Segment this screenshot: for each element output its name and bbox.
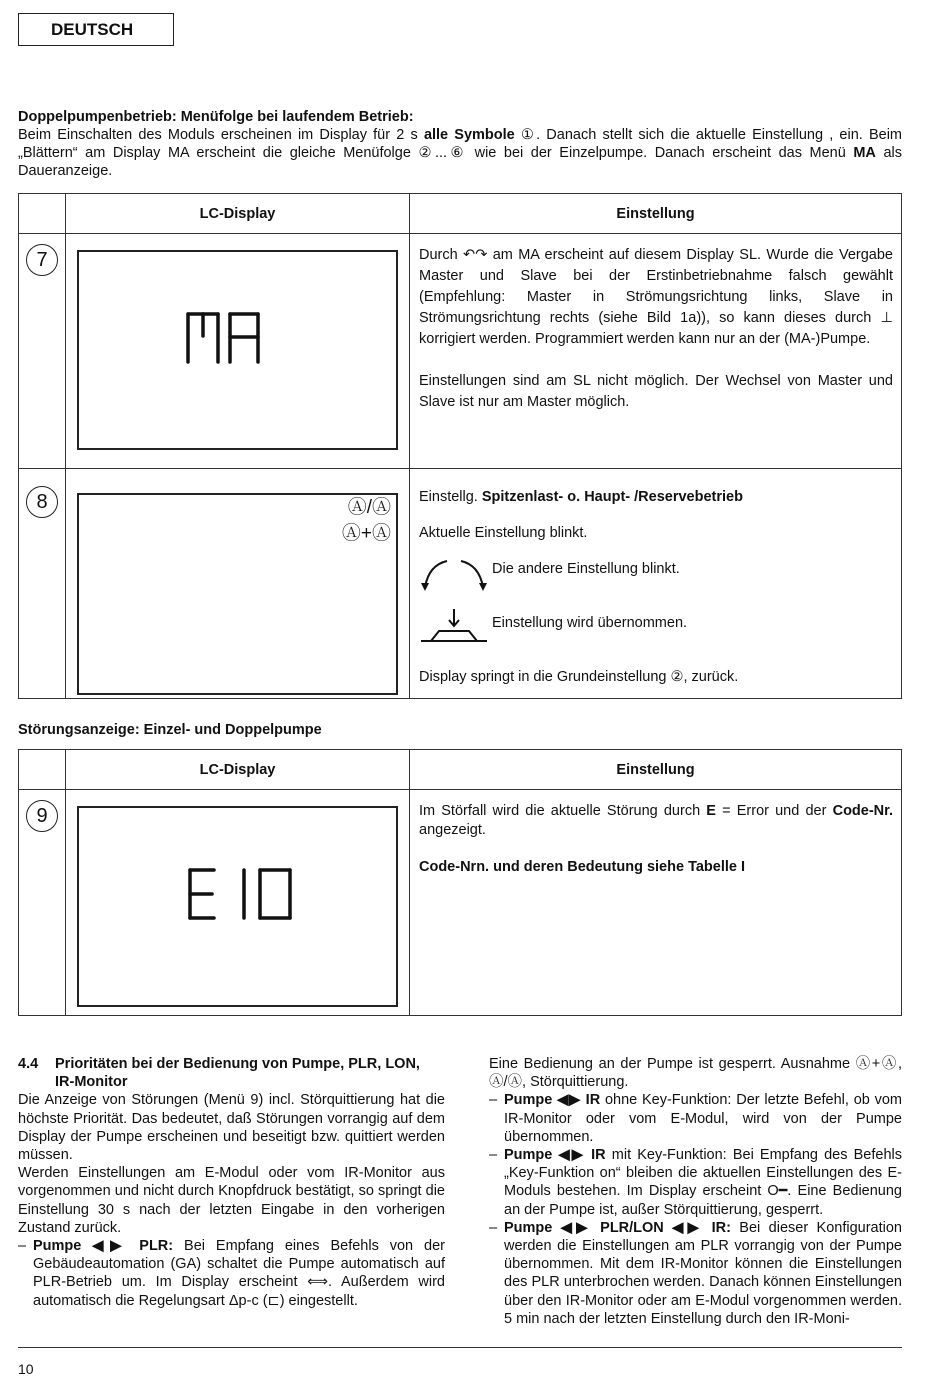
row-8-text-1: [419, 487, 893, 507]
row-9-text-2: Code-Nrn. und deren Bedeutung siehe Tabelle I: [419, 859, 746, 875]
row-9-num: [19, 790, 66, 1016]
bullet-plr: [18, 1237, 445, 1310]
segment-display-ma: [184, 310, 264, 366]
row-8-text-1a: Einstellg.: [419, 489, 482, 505]
step-number-8: 8: [26, 486, 58, 518]
rotate-row: [419, 559, 893, 595]
row-9-description: [410, 790, 902, 1016]
row-9-text-1d: Code-Nr.: [832, 803, 894, 819]
header-num-cell: [19, 750, 66, 790]
section-number: 4.4: [18, 1056, 39, 1072]
intro-paragraph: [18, 126, 902, 180]
row-9-text-1e: angezeigt.: [419, 822, 486, 838]
bullet-ir-key-body: mit Key-Funktion: Bei Empfang des Befehls „Key-Funktion on“ bleiben die aktuellen Einstellungen des E-Moduls bestehen. Im Display erscheint O━. Eine Bedienung an der Pumpe ist, außer Störquittierung, gesperrt.: [504, 1147, 902, 1218]
bullet-ir-nokey: [489, 1091, 902, 1146]
lcd-screen: [77, 493, 398, 695]
row-8-text-1b: Spitzenlast- o. Haupt- /Reservebetrieb: [481, 489, 743, 505]
intro-heading: Doppelpumpenbetrieb: Menüfolge bei laufendem Betrieb:: [18, 109, 414, 125]
intro-text: als Daueranzeige.: [18, 145, 902, 179]
bullet-plr-lon-ir-body: Bei dieser Konfiguration werden die Einstellungen am PLR vorrangig von der Pumpe übernommen. Mit dem IR-Monitor können die Einstellungen des PLR unterbrochen werden. Danach können Einstellungen über den IR-Monitor oder am E-Modul vorgenommen werden. 5 min nach der letzten Einstellung durch den IR-Moni-: [504, 1219, 902, 1327]
intro-text: ①. Danach stellt sich die aktuelle Einstellung , ein. Beim „Blättern“ am Display MA erscheint die gleiche Menüfolge ②...⑥ wie bei der Einzelpumpe. Danach erscheint das Menü: [18, 127, 903, 161]
row-8-text-5: Display springt in die Grundeinstellung ②, zurück.: [419, 669, 739, 685]
bullet-plr-body: Bei Empfang eines Befehls von der Gebäudeautomation (GA) schaltet die Pumpe automatisch auf PLR-Betrieb um. Im Display erscheint ⟺. Außerdem wird automatisch die Regelungsart Δp-c (⊏) eingestellt.: [33, 1238, 445, 1309]
intro-bold: MA: [853, 145, 876, 161]
section-4-4-right: [489, 1055, 902, 1328]
bullet-plr-lon-ir-text: [504, 1219, 902, 1328]
bullet-plr-text: [33, 1237, 445, 1310]
row-7-text-2: Einstellungen sind am SL nicht möglich. Der Wechsel von Master und Slave ist nur am Master möglich.: [419, 373, 893, 410]
bullet-plr-lon-ir: [489, 1219, 902, 1328]
bullet-dash: –: [489, 1219, 498, 1236]
press-row: [419, 613, 893, 649]
segment-display-e10: [186, 866, 298, 922]
row-7-description: [410, 234, 902, 469]
section-title-line1: Prioritäten bei der Bedienung von Pumpe, PLR, LON,: [55, 1056, 420, 1072]
header-setting: Einstellung: [410, 194, 902, 234]
bullet-ir-key: [489, 1146, 902, 1219]
bullet-ir-key-text: [504, 1146, 902, 1219]
row-9-text-1: [419, 802, 893, 840]
header-num-cell: [19, 194, 66, 234]
intro-section: [18, 108, 902, 180]
header-lcd: LC-Display: [66, 194, 410, 234]
bullet-ir-nokey-text: [504, 1091, 902, 1146]
rotate-knob-icon: [419, 557, 489, 595]
section-title-line2: IR-Monitor: [55, 1074, 128, 1091]
intro-bold: alle Symbole: [423, 127, 515, 143]
bullet-ir-key-label: Pumpe ◀▶ IR: [504, 1147, 606, 1164]
row-8-text-2: Aktuelle Einstellung blinkt.: [419, 525, 588, 541]
section-4-4-left: [18, 1055, 445, 1310]
pump-symbol-parallel: Ⓐ+Ⓐ: [341, 523, 391, 544]
row-9-text-1b: E: [706, 803, 716, 819]
row-8-lcd: [66, 469, 410, 699]
pump-symbol-alt: Ⓐ/Ⓐ: [347, 497, 391, 518]
bullet-dash: –: [18, 1238, 27, 1255]
section-title: [55, 1055, 420, 1091]
row-9-lcd: [66, 790, 410, 1016]
press-knob-icon: [419, 607, 489, 645]
step-number-9: 9: [26, 800, 58, 832]
row-7-text-1: Durch ↶↷ am MA erscheint auf diesem Display SL. Wurde die Vergabe Master und Slave bei der Erstinbetriebnahme falsch gewählt (Empfehlung: Master in Strömungsrichtung links, Slave in Strömungsrichtung rechts (siehe Bild 1a)), so kann dieses durch ⊥ korrigiert werden. Programmiert werden kann nur an der (MA-)Pumpe.: [419, 247, 893, 347]
row-7-num: [19, 234, 66, 469]
menu-table: [18, 193, 902, 699]
footer-rule: [18, 1347, 902, 1348]
intro-text: Beim Einschalten des Moduls erscheinen im Display für 2 s: [18, 127, 424, 143]
section-4-4-continuation: Eine Bedienung an der Pumpe ist gesperrt. Ausnahme Ⓐ+Ⓐ, Ⓐ/Ⓐ, Störquittierung.: [489, 1056, 902, 1091]
row-9-text-1a: Im Störfall wird die aktuelle Störung durch: [419, 803, 707, 819]
section-4-4-heading: [18, 1055, 445, 1091]
row-8-num: [19, 469, 66, 699]
header-lcd: LC-Display: [66, 750, 410, 790]
language-label: DEUTSCH: [18, 13, 174, 46]
row-7-lcd: [66, 234, 410, 469]
page-number: 10: [18, 1361, 34, 1377]
bullet-ir-nokey-body: ohne Key-Funktion: Der letzte Befehl, ob vom IR-Monitor oder vom E-Modul, wird von der Pumpe übernommen.: [504, 1092, 902, 1145]
lcd-screen: [77, 250, 398, 450]
row-8-text-4: Einstellung wird übernommen.: [492, 615, 688, 631]
bullet-plr-label: Pumpe ◀▶ PLR:: [33, 1238, 174, 1255]
row-9-text-1c: = Error und der: [715, 803, 833, 819]
row-8-description: [410, 469, 902, 699]
step-number-7: 7: [26, 244, 58, 276]
fault-table: [18, 749, 902, 1016]
section-4-4-para-1: Die Anzeige von Störungen (Menü 9) incl. Störquittierung hat die höchste Priorität. Das bedeutet, daß Störungen vorrangig auf dem Display der Pumpe erscheinen und beseitigt bzw. quittiert werden müssen.: [18, 1092, 445, 1164]
lcd-screen: [77, 806, 398, 1007]
bullet-plr-lon-ir-label: Pumpe ◀▶ PLR/LON ◀▶ IR:: [504, 1219, 731, 1236]
bullet-dash: –: [489, 1147, 498, 1164]
bullet-ir-nokey-label: Pumpe ◀▶ IR: [504, 1092, 601, 1109]
bullet-dash: –: [489, 1092, 498, 1109]
section-4-4-para-2: Werden Einstellungen am E-Modul oder vom IR-Monitor aus vorgenommen und nicht durch Knopfdruck bestätigt, so springt die Einstellung 30 s nach der letzten Eingabe in den vorherigen Zustand zurück.: [18, 1165, 445, 1236]
section-heading-faults: Störungsanzeige: Einzel- und Doppelpumpe: [18, 722, 322, 738]
row-8-text-3: Die andere Einstellung blinkt.: [492, 561, 680, 577]
header-setting: Einstellung: [410, 750, 902, 790]
